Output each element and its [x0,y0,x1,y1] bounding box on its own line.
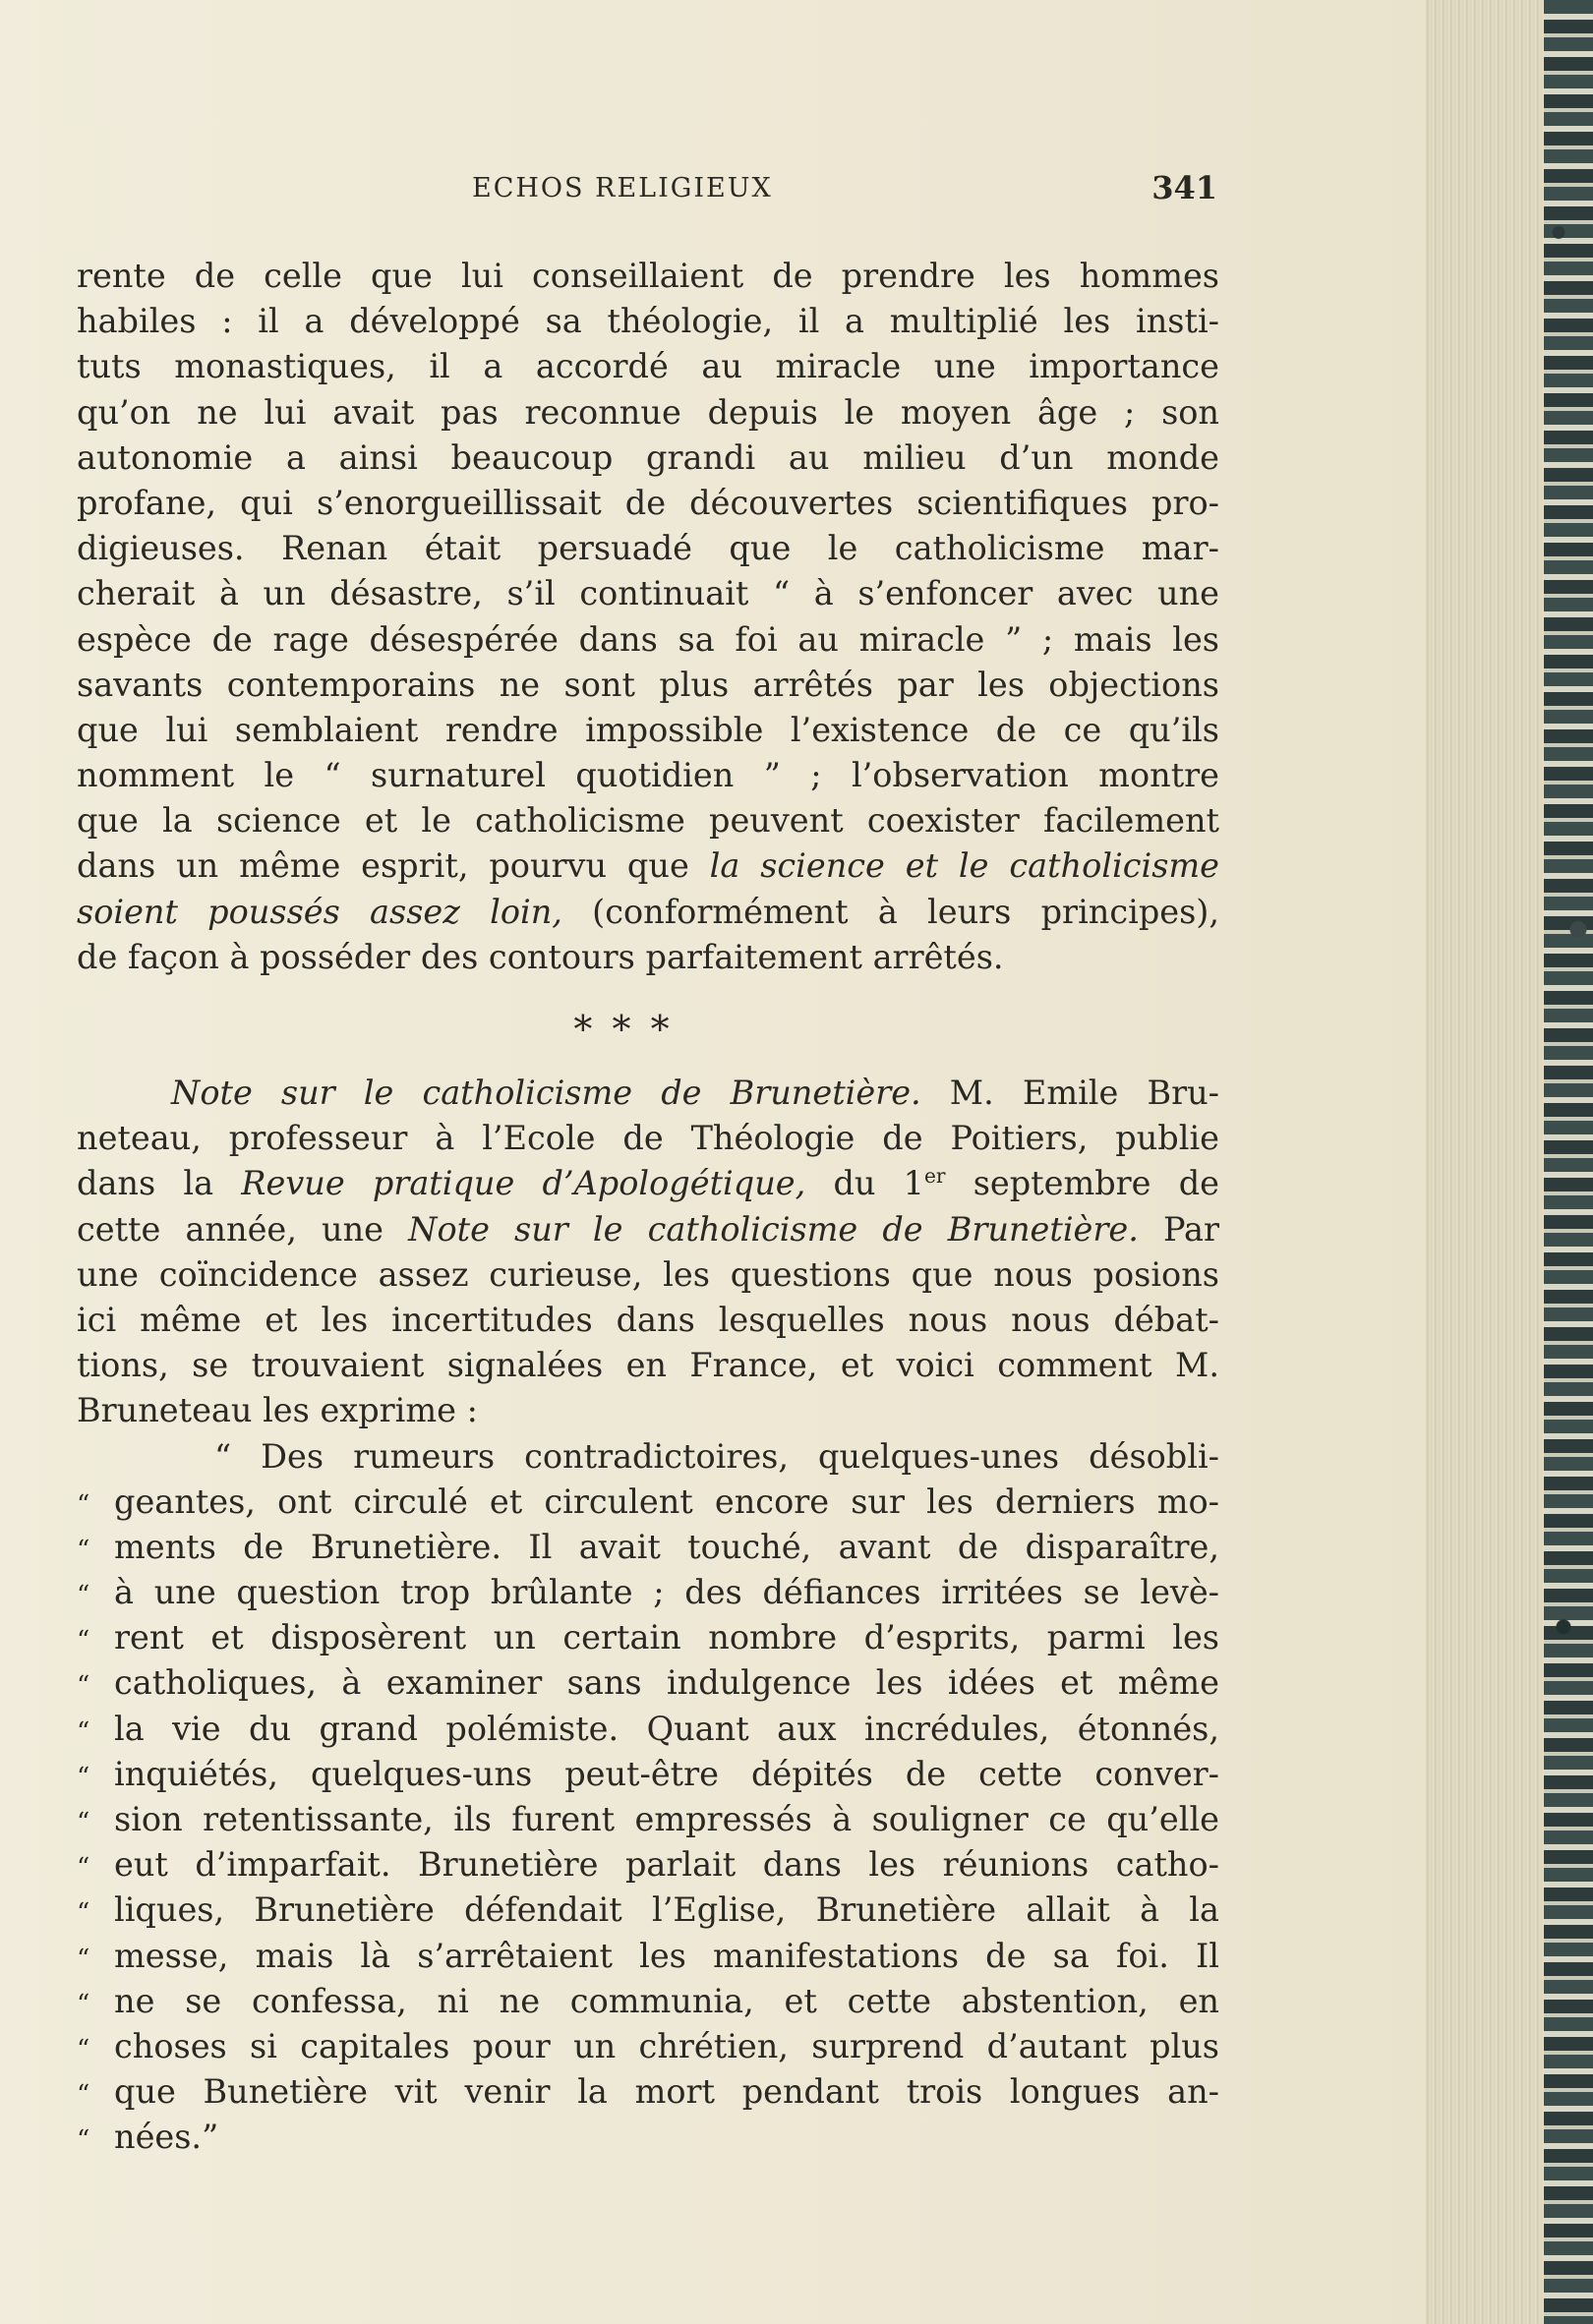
quote-text: choses si capitales pour un chrétien, surprend d’autant plus [114,2026,1219,2065]
italic-run: soient poussés assez loin, [77,892,562,931]
text-line: tuts monastiques, il a accordé au miracle une importance [77,347,1219,386]
quote-text: à une question trop brûlante ; des défiances irritées se levè- [114,1573,1219,1612]
superscript: er [924,1164,946,1189]
quote-text: rent et disposèrent un certain nombre d’esprits, parmi les [114,1618,1219,1657]
text-line: habiles : il a développé sa théologie, il a multiplié les insti- [77,302,1219,341]
quote-first-line: “ Des rumeurs contradictoires, quelques-unes désobli- [214,1436,1219,1476]
quote-text: inquiétés, quelques-uns peut-être dépités de cette conver- [114,1754,1219,1793]
text-line: une coïncidence assez curieuse, les questions que nous posions [77,1254,1219,1294]
text-line: qu’on ne lui avait pas reconnue depuis le moyen âge ; son [77,392,1219,432]
text-line: nomment le “ surnaturel quotidien ” ; l’observation montre [77,756,1219,795]
quote-line [77,1660,1219,1706]
quote-mark: “ [77,1671,90,1702]
quote-text: que Bunetière vit venir la mort pendant trois longues an- [114,2072,1219,2112]
section-title: Note sur le catholicisme de Brunetière. [171,1074,921,1112]
quote-line [77,2069,1219,2115]
page-edges [1426,0,1544,2324]
text-run: (conformément à leurs principes), [561,892,1219,931]
text-line [77,1071,1219,1116]
quote-line [77,1525,1219,1570]
quote-mark: “ [77,2034,90,2064]
quote-line [77,1480,1219,1525]
text-line: digieuses. Renan était persuadé que le catholicisme mar- [77,529,1219,568]
quote-line [77,1934,1219,1979]
section-lines [77,1252,1219,1434]
text-line: espèce de rage désespérée dans sa foi au miracle ” ; mais les [77,619,1219,659]
quote-text: eut d’imparfait. Brunetière parlait dans les réunions catho- [114,1845,1219,1885]
text-line [77,890,1219,935]
quote-mark: “ [77,1581,90,1611]
text-line: ici même et les incertitudes dans lesquelles nous nous débat- [77,1300,1219,1339]
quote-line [77,1570,1219,1615]
text-run: dans la [77,1164,242,1203]
quote-text: catholiques, à examiner sans indulgence les idées et même [114,1663,1219,1703]
quote-mark: “ [77,1489,90,1520]
text-run: septembre de [945,1164,1219,1203]
text-line: Bruneteau les exprime : [77,1391,478,1430]
quote-mark: “ [77,1853,90,1884]
quote-line [77,2024,1219,2069]
quote-line [77,1842,1219,1888]
text-run: Par [1138,1209,1219,1249]
article-title: Note sur le catholicisme de Brunetière. [408,1209,1139,1249]
text-line: profane, qui s’enorgueillissait de découvertes scientifiques pro- [77,483,1219,522]
quote-text: nées.” [114,2118,219,2157]
running-title: ECHOS RELIGIEUX [472,173,773,203]
quote-mark: “ [77,1716,90,1747]
quote-mark: “ [77,1808,90,1837]
italic-run: la science et le catholicisme [709,846,1219,886]
body-text [77,254,1219,2161]
quote-text: ments de Brunetière. Il avait touché, avant de disparaître, [114,1527,1219,1566]
section-separator: * * * [573,1008,674,1051]
quote-line [77,1797,1219,1842]
quote-line [77,1707,1219,1752]
text-run: du 1 [805,1164,924,1203]
paragraph-1 [77,254,1219,843]
text-run: M. Emile Bru- [920,1074,1219,1112]
quote-mark: “ [77,1535,90,1565]
quote-mark: “ [77,1626,90,1656]
text-line: tions, se trouvaient signalées en France, et voici comment M. [77,1346,1219,1385]
quote-text: ne se confessa, ni ne communia, et cette abstention, en [114,1981,1219,2020]
text-run: dans un même esprit, pourvu que [77,846,710,886]
text-line: que la science et le catholicisme peuvent coexister facilement [77,801,1219,841]
quote-line [77,2115,1219,2160]
quote-text: geantes, ont circulé et circulent encore sur les derniers mo- [114,1482,1219,1521]
quote-mark: “ [77,2125,90,2156]
quote-text: liques, Brunetière défendait l’Eglise, Brunetière allait à la [114,1890,1219,1930]
text-line: neteau, professeur à l’Ecole de Théologie de Poitiers, publie [77,1119,1219,1158]
text-line: autonomie a ainsi beaucoup grandi au milieu d’un monde [77,437,1219,477]
text-line [77,1161,1219,1206]
quote-line [77,1615,1219,1660]
text-line [77,843,1219,889]
text-line [77,1207,1219,1252]
quote-line [77,1888,1219,1933]
quote-mark: “ [77,1898,90,1929]
quotation [77,1480,1219,2161]
text-line: que lui semblaient rendre impossible l’existence de ce qu’ils [77,710,1219,749]
quote-mark: “ [77,1762,90,1792]
text-line: rente de celle que lui conseillaient de prendre les hommes [77,257,1219,295]
marbled-cover-edge [1544,0,1593,2324]
quote-mark: “ [77,1944,90,1974]
quote-text: la vie du grand polémiste. Quant aux incrédules, étonnés, [114,1709,1219,1748]
text-line: cherait à un désastre, s’il continuait “ à s’enfoncer avec une [77,574,1219,613]
quote-line [77,1979,1219,2024]
quote-line [77,1752,1219,1797]
quote-text: messe, mais là s’arrêtaient les manifestations de sa foi. Il [114,1936,1219,1975]
journal-title: Revue pratique d’Apologétique, [241,1164,806,1203]
quote-text: sion retentissante, ils furent empressés à souligner ce qu’elle [114,1800,1219,1838]
page-number: 341 [1151,169,1217,206]
text-run: cette année, une [77,1209,409,1249]
text-line: savants contemporains ne sont plus arrêtés par les objections [77,665,1219,704]
quote-mark: “ [77,1989,90,2019]
text-line: de façon à posséder des contours parfaitement arrêtés. [77,937,1004,976]
page-header [77,169,1217,212]
quote-mark: “ [77,2080,90,2111]
